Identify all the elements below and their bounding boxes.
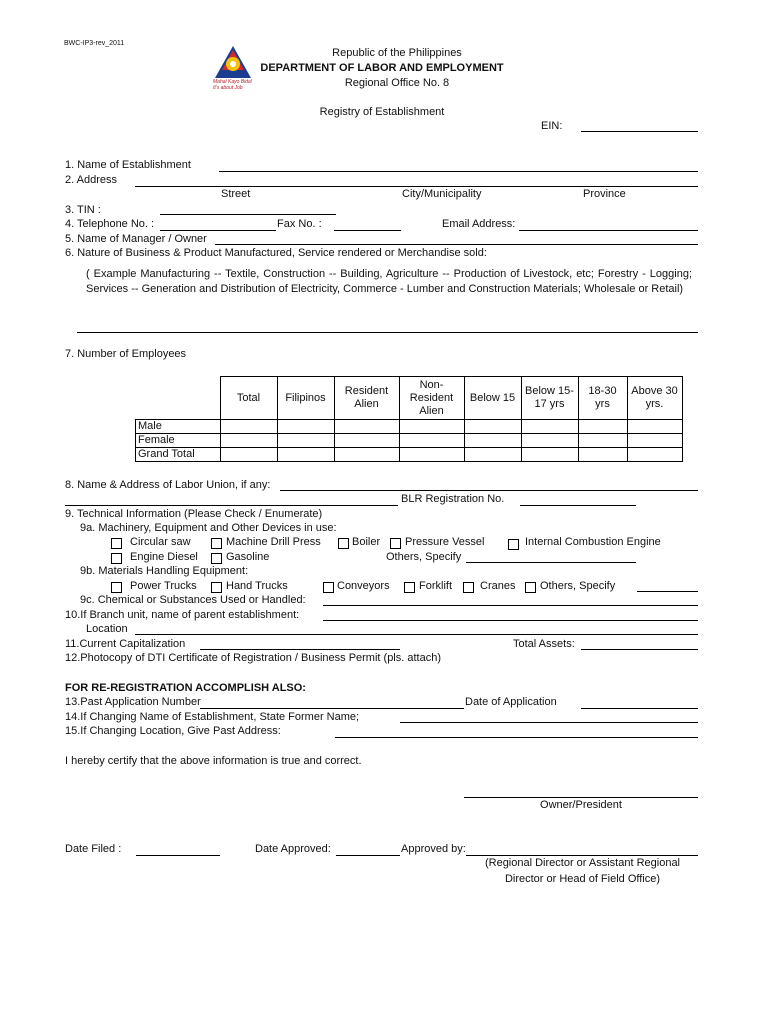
table-cell[interactable]	[399, 448, 464, 462]
hand-trucks-label: Hand Trucks	[226, 580, 288, 592]
forklift-label: Forklift	[419, 580, 452, 592]
telephone-field[interactable]	[160, 230, 276, 231]
item-14-label: 14.If Changing Name of Establishment, State Former Name;	[65, 711, 360, 723]
item-1-label: 1. Name of Establishment	[65, 159, 191, 171]
item-10-label: 10.If Branch unit, name of parent establishment:	[65, 609, 300, 621]
col-header: Total	[220, 377, 277, 420]
parent-establishment-field[interactable]	[323, 620, 698, 621]
approved-by-label: Approved by:	[401, 843, 466, 855]
address-field[interactable]	[135, 186, 698, 187]
table-corner	[136, 377, 221, 420]
materials-others-label: Others, Specify	[540, 580, 616, 592]
table-cell[interactable]	[578, 448, 627, 462]
logo-emblem-icon	[213, 44, 253, 80]
col-header: Below 15	[464, 377, 521, 420]
conveyors-checkbox[interactable]	[323, 582, 334, 593]
pressure-vessel-checkbox[interactable]	[390, 538, 401, 549]
item-11-label: 11.Current Capitalization	[65, 638, 186, 650]
item-2-label: 2. Address	[65, 174, 117, 186]
total-assets-label: Total Assets:	[513, 638, 575, 650]
header-department: DEPARTMENT OF LABOR AND EMPLOYMENT	[260, 62, 504, 74]
power-trucks-checkbox[interactable]	[111, 582, 122, 593]
table-row	[136, 420, 683, 434]
boiler-checkbox[interactable]	[338, 538, 349, 549]
table-cell[interactable]	[220, 448, 277, 462]
table-cell[interactable]	[578, 434, 627, 448]
employees-table-header-row	[136, 377, 683, 420]
table-cell[interactable]	[521, 448, 578, 462]
blr-label: BLR Registration No.	[401, 493, 505, 505]
capitalization-field[interactable]	[200, 649, 400, 650]
city-label: City/Municipality	[402, 188, 482, 200]
establishment-name-field[interactable]	[219, 171, 698, 172]
gasoline-checkbox[interactable]	[211, 553, 222, 564]
date-of-application-field[interactable]	[581, 708, 698, 709]
machine-drill-checkbox[interactable]	[211, 538, 222, 549]
location-field[interactable]	[135, 634, 698, 635]
conveyors-label: Conveyors	[337, 580, 390, 592]
table-cell[interactable]	[521, 420, 578, 434]
row-label: Grand Total	[136, 448, 221, 462]
table-cell[interactable]	[277, 434, 334, 448]
table-cell[interactable]	[334, 434, 399, 448]
table-row	[136, 434, 683, 448]
item-15-label: 15.If Changing Location, Give Past Address:	[65, 725, 281, 737]
internal-combustion-label: Internal Combustion Engine	[525, 536, 661, 548]
table-cell[interactable]	[627, 434, 682, 448]
labor-union-address-field[interactable]	[65, 505, 398, 506]
rereg-heading: FOR RE-REGISTRATION ACCOMPLISH ALSO:	[65, 682, 306, 694]
former-name-field[interactable]	[400, 722, 698, 723]
col-header: Below 15-17 yrs	[521, 377, 578, 420]
doc-title: Registry of Establishment	[319, 106, 445, 118]
owner-signature-field[interactable]	[464, 797, 698, 798]
item-13-label: 13.Past Application Number	[65, 696, 201, 708]
table-cell[interactable]	[399, 434, 464, 448]
item-7-label: 7. Number of Employees	[65, 348, 187, 360]
materials-others-field[interactable]	[637, 591, 698, 592]
engine-diesel-checkbox[interactable]	[111, 553, 122, 564]
director-line-1: (Regional Director or Assistant Regional	[484, 857, 681, 869]
logo-text-2: It's about Job	[213, 85, 243, 91]
table-cell[interactable]	[399, 420, 464, 434]
street-label: Street	[221, 188, 251, 200]
internal-combustion-checkbox[interactable]	[508, 539, 519, 550]
total-assets-field[interactable]	[581, 649, 698, 650]
table-cell[interactable]	[334, 448, 399, 462]
province-label: Province	[583, 188, 626, 200]
power-trucks-label: Power Trucks	[130, 580, 197, 592]
employees-table	[135, 376, 683, 462]
header-republic: Republic of the Philippines	[332, 47, 462, 59]
logo-text-1: Mahal Kayo Bida!	[213, 79, 253, 85]
engine-diesel-label: Engine Diesel	[130, 551, 198, 563]
item-9c-label: 9c. Chemical or Substances Used or Handled:	[80, 594, 306, 606]
table-cell[interactable]	[521, 434, 578, 448]
chemicals-field[interactable]	[323, 605, 698, 606]
pressure-vessel-label: Pressure Vessel	[405, 536, 485, 548]
table-cell[interactable]	[220, 434, 277, 448]
labor-union-field[interactable]	[280, 490, 698, 491]
director-line-2: Director or Head of Field Office)	[504, 873, 661, 885]
table-cell[interactable]	[277, 448, 334, 462]
date-of-application-label: Date of Application	[465, 696, 557, 708]
header-office: Regional Office No. 8	[344, 77, 450, 89]
manager-field[interactable]	[215, 244, 698, 245]
owner-label: Owner/President	[540, 799, 622, 811]
table-cell[interactable]	[277, 420, 334, 434]
col-header: Above 30 yrs.	[627, 377, 682, 420]
item-6-example: ( Example Manufacturing -- Textile, Construction -- Building, Agriculture -- Production of Livestock, etc; Forestry - Logging; Services -- Generation and Distribution of Electricity, Commerce - Lumber and Construction Materials; Wholesale or Retail)	[86, 268, 692, 295]
ein-field[interactable]	[581, 131, 698, 132]
machine-drill-label: Machine Drill Press	[226, 536, 321, 548]
form-code: BWC-IP3-rev_2011	[64, 40, 125, 47]
date-approved-label: Date Approved:	[255, 843, 331, 855]
approved-by-field[interactable]	[466, 855, 698, 856]
past-application-field[interactable]	[200, 708, 464, 709]
item-9b-label: 9b. Materials Handling Equipment:	[80, 565, 249, 577]
machinery-others-field[interactable]	[466, 562, 636, 563]
table-cell[interactable]	[464, 420, 521, 434]
past-address-field[interactable]	[335, 737, 698, 738]
cranes-checkbox[interactable]	[463, 582, 474, 593]
table-cell[interactable]	[464, 434, 521, 448]
forklift-checkbox[interactable]	[404, 582, 415, 593]
nature-of-business-field[interactable]	[77, 332, 698, 333]
item-9a-label: 9a. Machinery, Equipment and Other Devices in use:	[80, 522, 337, 534]
table-cell[interactable]	[627, 420, 682, 434]
blr-field[interactable]	[520, 505, 636, 506]
item-5-label: 5. Name of Manager / Owner	[65, 233, 207, 245]
table-cell[interactable]	[220, 420, 277, 434]
item-12-label: 12.Photocopy of DTI Certificate of Registration / Business Permit (pls. attach)	[65, 652, 441, 664]
date-filed-field[interactable]	[136, 855, 220, 856]
circular-saw-label: Circular saw	[130, 536, 191, 548]
table-cell[interactable]	[627, 448, 682, 462]
col-header: Non-Resident Alien	[399, 377, 464, 420]
date-approved-field[interactable]	[336, 855, 400, 856]
row-label: Female	[136, 434, 221, 448]
row-label: Male	[136, 420, 221, 434]
fax-label: Fax No. :	[277, 218, 322, 230]
item-4-label: 4. Telephone No. :	[65, 218, 155, 230]
materials-others-checkbox[interactable]	[525, 582, 536, 593]
item-10-location-label: Location	[86, 623, 128, 635]
certify-text: I hereby certify that the above information is true and correct.	[65, 755, 362, 767]
email-field[interactable]	[519, 230, 698, 231]
item-6-label: 6. Nature of Business & Product Manufactured, Service rendered or Merchandise sold:	[65, 247, 487, 259]
email-label: Email Address:	[442, 218, 516, 230]
col-header: 18-30 yrs	[578, 377, 627, 420]
ein-label: EIN:	[541, 120, 563, 132]
table-cell[interactable]	[464, 448, 521, 462]
item-3-label: 3. TIN :	[65, 204, 101, 216]
circular-saw-checkbox[interactable]	[111, 538, 122, 549]
gasoline-label: Gasoline	[226, 551, 270, 563]
machinery-others-label: Others, Specify	[386, 551, 462, 563]
tin-field[interactable]	[160, 214, 336, 215]
table-row	[136, 448, 683, 462]
col-header: Filipinos	[277, 377, 334, 420]
col-header: Resident Alien	[334, 377, 399, 420]
date-filed-label: Date Filed :	[65, 843, 122, 855]
hand-trucks-checkbox[interactable]	[211, 582, 222, 593]
cranes-label: Cranes	[480, 580, 516, 592]
item-8-label: 8. Name & Address of Labor Union, if any:	[65, 479, 271, 491]
item-9-label: 9. Technical Information (Please Check / Enumerate)	[65, 508, 323, 520]
fax-field[interactable]	[334, 230, 401, 231]
table-cell[interactable]	[578, 420, 627, 434]
dole-logo	[213, 44, 253, 92]
table-cell[interactable]	[334, 420, 399, 434]
boiler-label: Boiler	[352, 536, 381, 548]
